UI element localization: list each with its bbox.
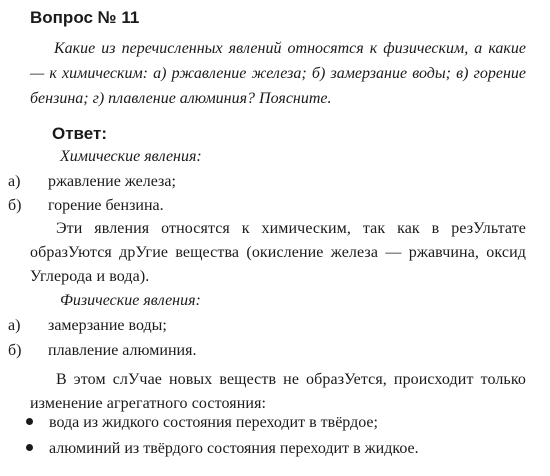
chemical-explanation	[30, 217, 526, 289]
item-text: плавление алюминия.	[48, 342, 197, 359]
physical-explanation-text: В этом слУчае новых веществ не образУется, происходит только изменение агрегатного состояния:	[30, 371, 526, 412]
item-marker: а)	[8, 173, 21, 190]
physical-explanation	[30, 368, 526, 416]
item-text: горение бензина.	[48, 197, 164, 214]
physical-item-1	[8, 317, 167, 335]
chemical-item-1	[8, 173, 176, 191]
bullet-text: вода из жидкого состояния переходит в твёрдое;	[49, 414, 378, 431]
chemical-heading: Химические явления:	[60, 148, 202, 165]
item-text: ржавление железа;	[48, 173, 176, 190]
bullet-text: алюминий из твёрдого состояния переходит в жидкое.	[49, 440, 419, 457]
bullet-item-2	[8, 440, 419, 458]
chemical-explanation-text: Эти явления относятся к химическим, так как в резУльтате образУются дрУгие вещества (окисление железа — ржавчина, оксид Углерода и вода).	[30, 220, 526, 285]
bullet-icon	[26, 444, 33, 451]
bullet-icon	[26, 418, 33, 425]
item-marker: б)	[8, 342, 22, 359]
item-marker: б)	[8, 197, 22, 214]
question-body: Какие из перечисленных явлений относятся к физическим, а какие — к химическим: а) ржавление железа; б) замерзание воды; в) горение бензина; г) плавление алюминия? Поясните.	[30, 40, 526, 107]
question-text	[30, 36, 526, 111]
question-title: Вопрос № 11	[30, 8, 140, 27]
item-marker: а)	[8, 317, 21, 334]
physical-item-2	[8, 342, 196, 360]
chemical-item-2	[8, 197, 164, 215]
item-text: замерзание воды;	[48, 317, 167, 334]
physical-heading: Физические явления:	[60, 292, 201, 309]
answer-title: Ответ:	[52, 124, 107, 143]
bullet-item-1	[8, 414, 378, 432]
